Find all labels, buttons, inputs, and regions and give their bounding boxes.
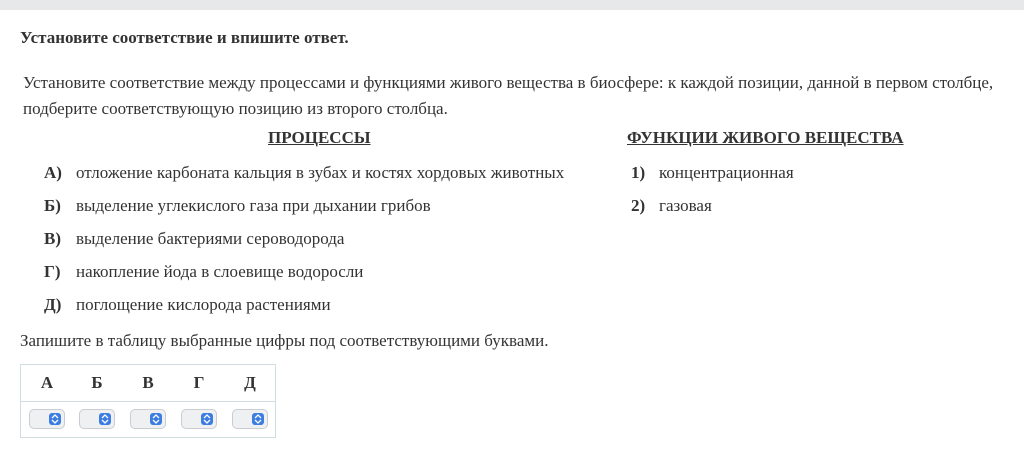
updown-chevron-icon	[252, 413, 264, 425]
answer-select-d[interactable]	[232, 409, 268, 429]
answer-label-d: Д	[244, 373, 256, 392]
process-letter: А)	[44, 163, 62, 182]
answer-select-g[interactable]	[181, 409, 217, 429]
answer-table-header	[21, 365, 275, 402]
function-number: 2)	[631, 196, 646, 215]
process-text: выделение бактериями сероводорода	[76, 229, 345, 248]
answer-label-a: А	[40, 373, 54, 392]
processes-header: ПРОЦЕССЫ	[268, 128, 371, 147]
answer-label-g: Г	[193, 373, 205, 392]
answer-select-b[interactable]	[79, 409, 115, 429]
answer-select-a[interactable]	[29, 409, 65, 429]
answer-label-b: Б	[91, 373, 103, 392]
function-text: концентрационная	[659, 163, 794, 182]
answer-table	[20, 364, 276, 438]
process-text: накопление йода в слоевище водоросли	[76, 262, 364, 281]
function-number: 1)	[631, 163, 646, 182]
process-text: отложение карбоната кальция в зубах и костях хордовых животных	[76, 163, 565, 182]
function-text: газовая	[659, 196, 712, 215]
updown-chevron-icon	[201, 413, 213, 425]
process-letter: Д)	[44, 295, 62, 314]
updown-chevron-icon	[150, 413, 162, 425]
updown-chevron-icon	[49, 413, 61, 425]
answer-label-v: В	[142, 373, 154, 392]
process-letter: В)	[44, 229, 61, 248]
answer-select-v[interactable]	[130, 409, 166, 429]
process-text: выделение углекислого газа при дыхании грибов	[76, 196, 431, 215]
answer-instruction: Запишите в таблицу выбранные цифры под соответствующими буквами.	[20, 331, 549, 350]
process-letter: Б)	[44, 196, 61, 215]
process-text: поглощение кислорода растениями	[76, 295, 331, 314]
functions-header: ФУНКЦИИ ЖИВОГО ВЕЩЕСТВА	[627, 128, 904, 147]
task-intro: Установите соответствие между процессами и функциями живого вещества в биосфере: к каждой позиции, данной в первом столбце, подберите соответствующую позицию из второго столбца.	[23, 73, 994, 118]
top-bar	[0, 0, 1024, 10]
process-letter: Г)	[44, 262, 61, 281]
updown-chevron-icon	[99, 413, 111, 425]
task-title: Установите соответствие и впишите ответ.	[20, 28, 349, 47]
